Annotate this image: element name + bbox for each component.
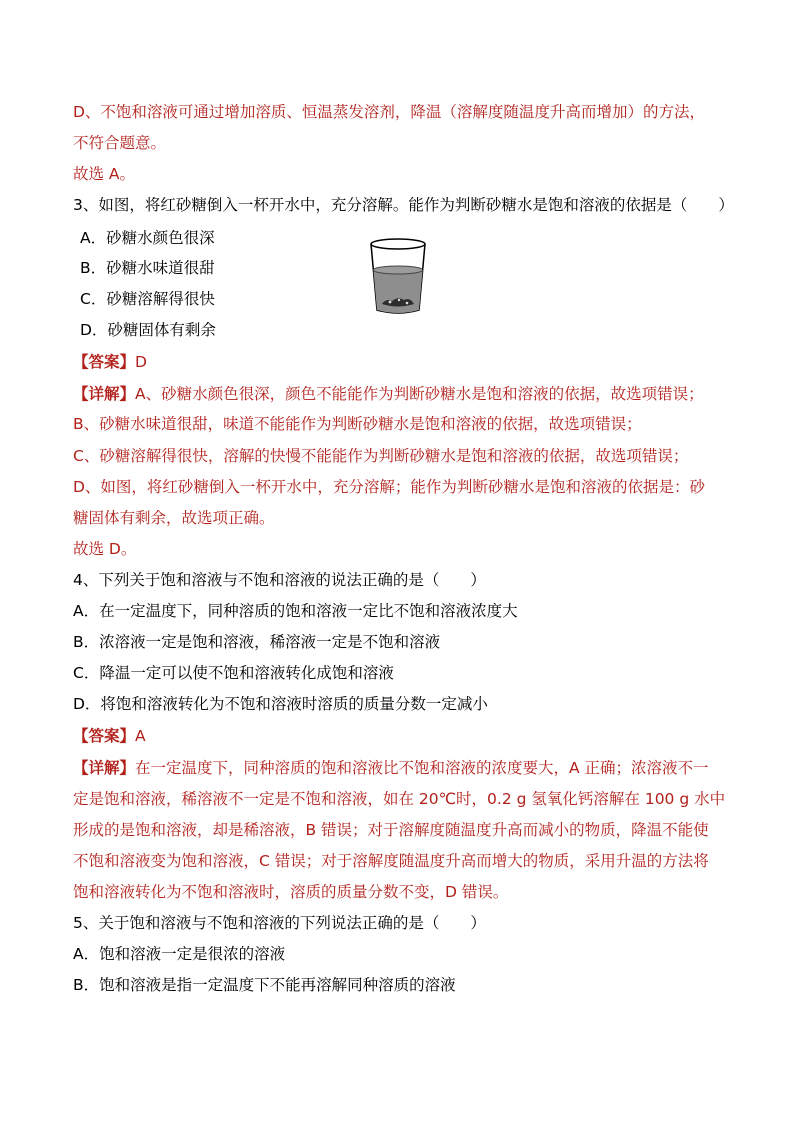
- sugar-water-glass-illustration: [368, 236, 428, 316]
- q4-answer-value: A: [135, 727, 146, 745]
- q4-option-d: D．将饱和溶液转化为不饱和溶液时溶质的质量分数一定减小: [73, 695, 488, 713]
- q3-answer: [73, 352, 147, 372]
- q3-option-c: C．砂糖溶解得很快: [80, 290, 215, 308]
- q4-detail-line3: 形成的是饱和溶液，却是稀溶液，B 错误；对于溶解度随温度升高而减小的物质，降温不能使: [73, 821, 709, 839]
- q3-detail-line2: B、砂糖水味道很甜，味道不能能作为判断砂糖水是饱和溶液的依据，故选项错误；: [73, 415, 642, 433]
- q4-detail-line1: [73, 758, 709, 778]
- q3-option-b: B．砂糖水味道很甜: [80, 259, 215, 277]
- q2-option-d-explanation-line1: D、不饱和溶液可通过增加溶质、恒温蒸发溶剂，降温（溶解度随温度升高而增加）的方法，: [73, 103, 705, 121]
- q3-detail-line3: C、砂糖溶解得很快，溶解的快慢不能能作为判断砂糖水是饱和溶液的依据，故选项错误；: [73, 447, 689, 465]
- q4-detail-label: 【详解】: [73, 759, 136, 777]
- q3-option-a: A．砂糖水颜色很深: [80, 229, 215, 247]
- q4-option-c: C．降温一定可以使不饱和溶液转化成饱和溶液: [73, 664, 394, 682]
- q4-detail-text-a: 在一定温度下，同种溶质的饱和溶液比不饱和溶液的浓度要大，A 正确；浓溶液不一: [135, 759, 709, 777]
- q2-option-d-explanation-line2: 不符合题意。: [73, 134, 167, 152]
- q4-stem: 4、下列关于饱和溶液与不饱和溶液的说法正确的是（ ）: [73, 571, 486, 589]
- q4-answer-label: 【答案】: [73, 727, 136, 745]
- q4-option-a: A．在一定温度下，同种溶质的饱和溶液一定比不饱和溶液浓度大: [73, 602, 518, 620]
- q5-option-a: A．饱和溶液一定是很浓的溶液: [73, 945, 286, 963]
- q5-option-b: B．饱和溶液是指一定温度下不能再溶解同种溶质的溶液: [73, 976, 456, 994]
- q3-stem: 3、如图，将红砂糖倒入一杯开水中，充分溶解。能作为判断砂糖水是饱和溶液的依据是（ ）: [73, 196, 734, 214]
- q3-choice: 故选 D。: [73, 540, 137, 558]
- q3-detail-line5: 糖固体有剩余，故选项正确。: [73, 509, 275, 527]
- q5-stem: 5、关于饱和溶液与不饱和溶液的下列说法正确的是（ ）: [73, 914, 486, 932]
- q4-option-b: B．浓溶液一定是饱和溶液，稀溶液一定是不饱和溶液: [73, 633, 441, 651]
- q4-detail-line4: 不饱和溶液变为饱和溶液，C 错误；对于溶解度随温度升高而增大的物质，采用升温的方法将: [73, 852, 709, 870]
- q3-answer-label: 【答案】: [73, 353, 136, 371]
- q2-choice: 故选 A。: [73, 165, 136, 183]
- q4-detail-line2: 定是饱和溶液，稀溶液不一定是不饱和溶液，如在 20℃时，0.2 g 氢氧化钙溶解在 100 g 水中: [73, 790, 726, 808]
- q3-detail-label: 【详解】: [73, 385, 136, 403]
- q3-detail-line1: [73, 384, 704, 404]
- q3-detail-line4: D、如图，将红砂糖倒入一杯开水中，充分溶解；能作为判断砂糖水是饱和溶液的依据是：砂: [73, 478, 705, 496]
- q3-detail-text-a: A、砂糖水颜色很深，颜色不能能作为判断砂糖水是饱和溶液的依据，故选项错误；: [135, 385, 704, 403]
- q4-answer: [73, 726, 146, 746]
- q3-answer-value: D: [135, 353, 147, 371]
- q3-option-d: D．砂糖固体有剩余: [80, 321, 216, 339]
- q4-detail-line5: 饱和溶液转化为不饱和溶液时，溶质的质量分数不变，D 错误。: [73, 883, 509, 901]
